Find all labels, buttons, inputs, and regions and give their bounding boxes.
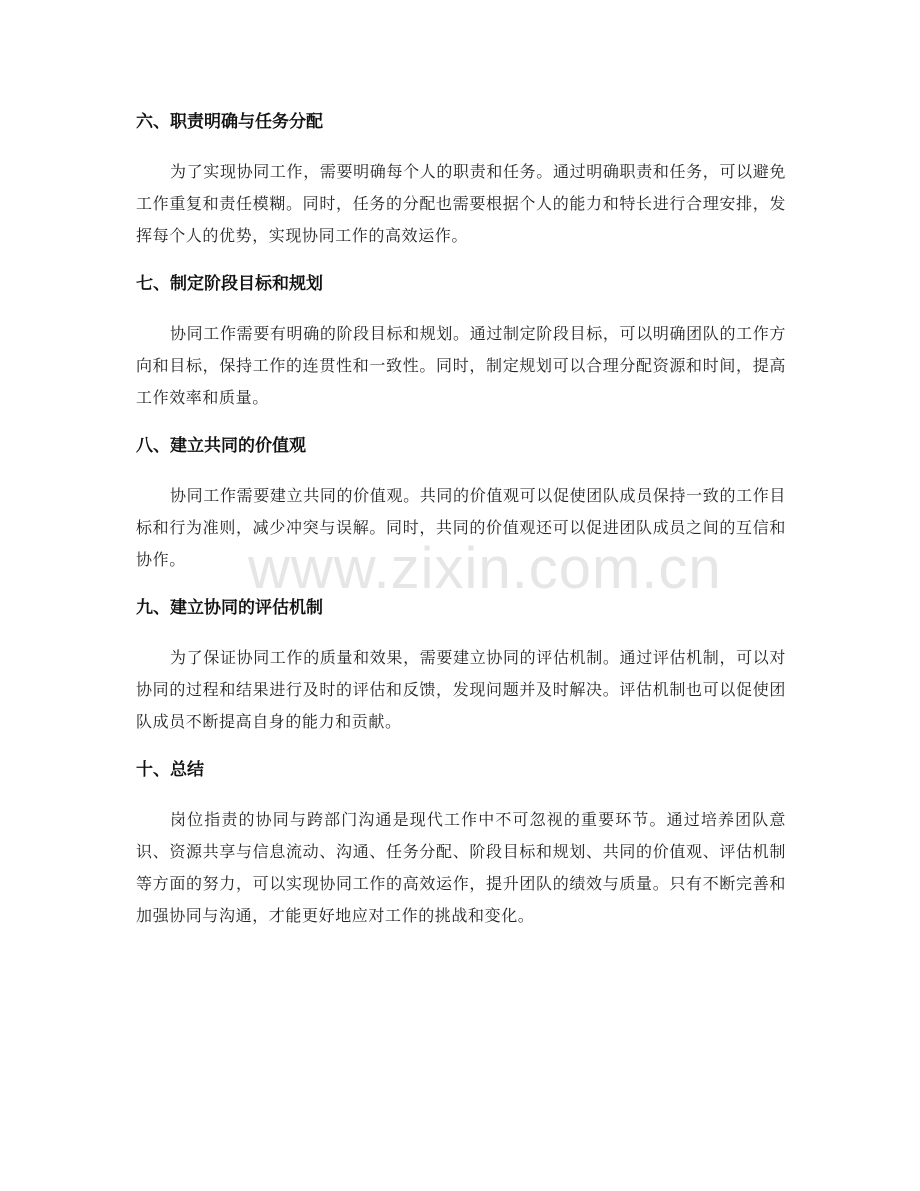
section-paragraph: 为了实现协同工作，需要明确每个人的职责和任务。通过明确职责和任务，可以避免工作重复和责任模糊。同时，任务的分配也需要根据个人的能力和特长进行合理安排，发挥每个人的优势，实现协同工作的高效运作。 bbox=[136, 162, 786, 245]
section-heading: 十、总结 bbox=[136, 760, 204, 780]
section-paragraph: 为了保证协同工作的质量和效果，需要建立协同的评估机制。通过评估机制，可以对协同的过程和结果进行及时的评估和反馈，发现问题并及时解决。评估机制也可以促使团队成员不断提高自身的能力和贡献。 bbox=[136, 648, 786, 731]
section-paragraph: 协同工作需要建立共同的价值观。共同的价值观可以促使团队成员保持一致的工作目标和行为准则，减少冲突与误解。同时，共同的价值观还可以促进团队成员之间的互信和协作。 bbox=[136, 486, 786, 569]
section-6 bbox=[136, 108, 786, 252]
section-8 bbox=[136, 432, 786, 576]
section-9 bbox=[136, 594, 786, 738]
section-paragraph: 协同工作需要有明确的阶段目标和规划。通过制定阶段目标，可以明确团队的工作方向和目标，保持工作的连贯性和一致性。同时，制定规划可以合理分配资源和时间，提高工作效率和质量。 bbox=[136, 324, 786, 407]
watermark-text: www.zixin.com.cn bbox=[248, 536, 722, 601]
section-heading: 九、建立协同的评估机制 bbox=[136, 598, 323, 618]
section-paragraph: 岗位指责的协同与跨部门沟通是现代工作中不可忽视的重要环节。通过培养团队意识、资源共享与信息流动、沟通、任务分配、阶段目标和规划、共同的价值观、评估机制等方面的努力，可以实现协同工作的高效运作，提升团队的绩效与质量。只有不断完善和加强协同与沟通，才能更好地应对工作的挑战和变化。 bbox=[136, 810, 786, 925]
section-7 bbox=[136, 270, 786, 414]
document-page bbox=[136, 108, 786, 932]
section-heading: 八、建立共同的价值观 bbox=[136, 436, 306, 456]
section-heading: 七、制定阶段目标和规划 bbox=[136, 274, 323, 294]
section-heading: 六、职责明确与任务分配 bbox=[136, 112, 323, 132]
section-10 bbox=[136, 756, 786, 932]
